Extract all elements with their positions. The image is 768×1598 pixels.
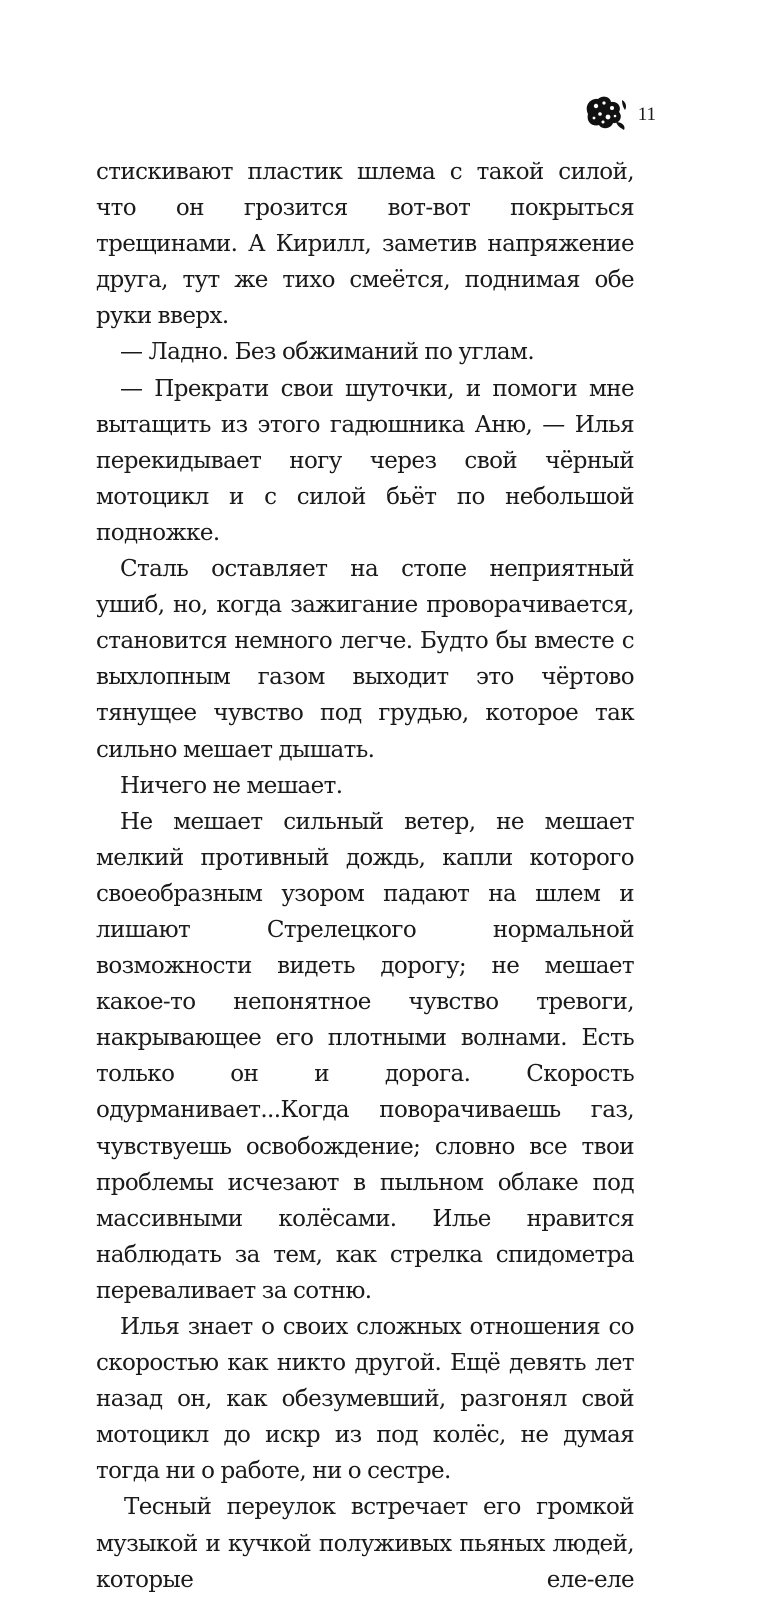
page-number: 11 <box>637 104 656 125</box>
paragraph: стискивают пластик шлема с такой силой, что он грозится вот-вот покрыться трещинами. А Кирилл, заметив напряжение друга, тут же тихо смеётся, поднимая обе руки вверх. <box>96 159 634 330</box>
body-text <box>96 154 634 1598</box>
page-header <box>582 92 656 132</box>
ornament-icon <box>582 92 628 132</box>
paragraph: Ничего не мешает. <box>120 772 343 799</box>
paragraph: — Прекрати свои шуточки, и помоги мне вытащить из этого гадюшника Аню, — Илья перекидывает ногу через свой чёрный мотоцикл и с силой бьёт по небольшой подножке. <box>96 375 634 546</box>
paragraph: Илья знает о своих сложных отношения со скоростью как никто другой. Ещё девять лет назад он, как обезумевший, разгонял свой мотоцикл до искр из под колёс, не думая тогда ни о работе, ни о сестре. <box>96 1314 634 1485</box>
paragraph: — Ладно. Без обжиманий по углам. <box>120 339 535 366</box>
paragraph: Не мешает сильный ветер, не мешает мелкий противный дождь, капли которого своеобразным узором падают на шлем и лишают Стрелецкого нормальной возможности видеть дорогу; не мешает какое-то непонятное чувство тревоги, накрывающее его плотными волнами. Есть только он и дорога. Скорость одурманивает...Когда поворачиваешь газ, чувствуешь освобождение; словно все твои проблемы исчезают в пыльном облаке под массивными колёсами. Илье нравится наблюдать за тем, как стрелка спидометра переваливает за сотню. <box>96 808 634 1304</box>
paragraph: Тесный переулок встречает его громкой музыкой и кучкой полуживых пьяных людей, которые еле-еле <box>96 1494 634 1593</box>
paragraph: Сталь оставляет на стопе неприятный ушиб, но, когда зажигание проворачивается, становится немного легче. Будто бы вместе с выхлопным газом выходит это чёртово тянущее чувство под грудью, которое так сильно мешает дышать. <box>96 556 634 763</box>
